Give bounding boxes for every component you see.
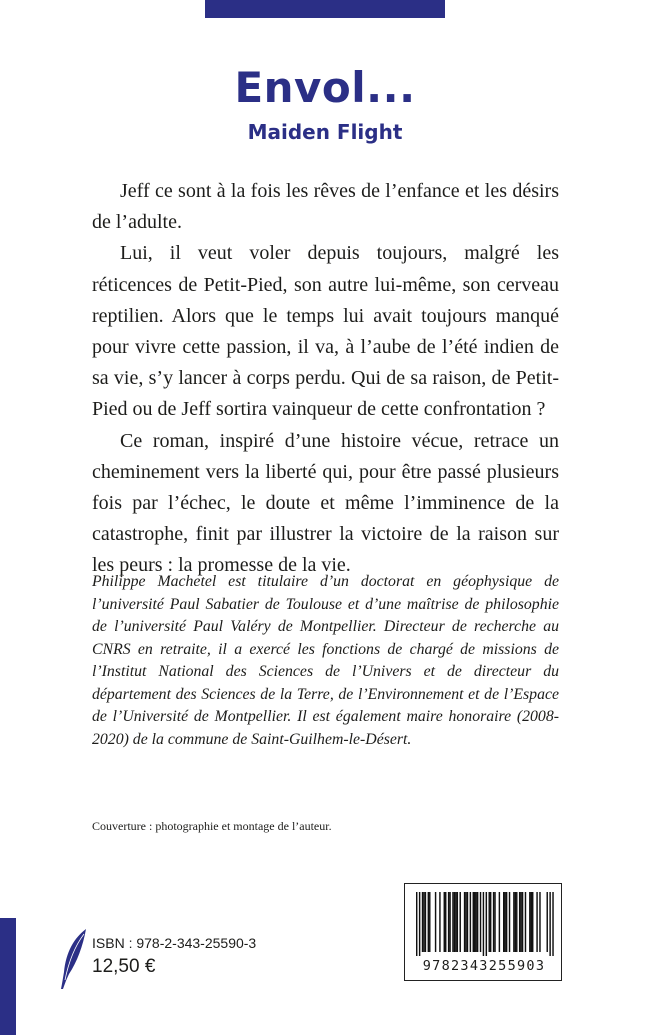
barcode-bar (506, 892, 507, 952)
book-subtitle: Maiden Flight (247, 120, 403, 144)
back-cover-blurb (92, 176, 559, 582)
barcode-bar (454, 892, 455, 952)
barcode-bar (532, 892, 533, 952)
cover-credit: Couverture : photographie et montage de l’auteur. (92, 819, 332, 833)
barcode-bar (467, 892, 468, 952)
barcode-bar (519, 892, 520, 952)
barcode-bar (429, 892, 430, 952)
barcode-bar (529, 892, 530, 952)
barcode-bar (473, 892, 474, 952)
author-bio: Philippe Machetel est titulaire d’un doctorat en géophysique de l’université Paul Sabatier de Toulouse et d’une maîtrise de philosophie de l’université Paul Valéry de Montpellier. Directeur de recherche au CNRS en retraite, il a exercé les fonctions de chargé de missions de l’Institut National des Sciences de l’Univers et de directeur du département des Sciences de la Terre, de l’Environnement et de l’Espace de l’Université de Montpellier. Il est également maire honoraire (2008-2020) de la commune de Saint-Guilhem-le-Désert. (92, 573, 559, 748)
blurb-paragraph-1: Jeff ce sont à la fois les rêves de l’enfance et les désirs de l’adulte. (92, 180, 559, 234)
barcode-bar (428, 892, 429, 952)
barcode-bar (504, 892, 505, 952)
blurb-paragraph-3: Ce roman, inspiré d’une histoire vécue, retrace un cheminement vers la liberté qui, pour être passé plusieurs fois par l’échec, le doute et même l’imminence de la catastrophe, finit par illustrer la victoire de la raison sur les peurs : la promesse de la vie. (92, 429, 559, 577)
barcode-bar (465, 892, 466, 952)
barcode-bar (503, 892, 504, 952)
side-color-band (0, 918, 16, 1035)
feather-icon (60, 928, 88, 990)
barcode-bar (539, 892, 540, 952)
barcode-bar (419, 892, 420, 956)
barcode-bar (493, 892, 494, 952)
barcode-bar (515, 892, 516, 952)
barcode-number: 9782343255903 (422, 958, 546, 974)
barcode-bar (547, 892, 548, 952)
barcode-bar (549, 892, 550, 956)
barcode-bar (552, 892, 553, 956)
barcode-bar (455, 892, 456, 952)
isbn-text: ISBN : 978-2-343-25590-3 (92, 935, 257, 951)
barcode-bar (457, 892, 458, 952)
barcode-bar (499, 892, 500, 952)
barcode-bar (477, 892, 478, 952)
barcode-bar (460, 892, 461, 952)
barcode-bar (531, 892, 532, 952)
barcode-bar (520, 892, 521, 952)
barcode-bar (483, 892, 484, 956)
barcode-bar (525, 892, 526, 952)
barcode-bar (480, 892, 481, 952)
top-color-band (205, 0, 445, 18)
barcode-bar (416, 892, 417, 956)
barcode-bar (475, 892, 476, 952)
barcode-bars (411, 892, 557, 956)
barcode-bar (423, 892, 424, 952)
barcode-bar (422, 892, 423, 952)
barcode-bar (486, 892, 487, 956)
barcode-bar (489, 892, 490, 952)
barcode-bar (452, 892, 453, 952)
barcode-bar (448, 892, 449, 952)
barcode-bar (425, 892, 426, 952)
barcode-bar (490, 892, 491, 952)
barcode-bar (522, 892, 523, 952)
barcode-bar (464, 892, 465, 952)
barcode (404, 883, 562, 981)
barcode-bar (516, 892, 517, 952)
barcode-bar (513, 892, 514, 952)
barcode-bar (536, 892, 537, 952)
barcode-bar (449, 892, 450, 952)
barcode-bar (494, 892, 495, 952)
book-title: Envol... (234, 63, 416, 112)
barcode-bar (470, 892, 471, 952)
barcode-bar (435, 892, 436, 952)
barcode-bar (445, 892, 446, 952)
barcode-bar (474, 892, 475, 952)
blurb-paragraph-2: Lui, il veut voler depuis toujours, malgré les réticences de Petit-Pied, son autre lui-même, son cerveau reptilien. Alors que le temps lui avait toujours manqué pour vivre cette passion, il va, à l’aube de l’été indien de sa vie, s’y lancer à corps perdu. Qui de sa raison, de Petit-Pied ou de Jeff sortira vainqueur de cette confrontation ? (92, 242, 559, 421)
price-text: 12,50 € (92, 956, 156, 977)
barcode-bar (509, 892, 510, 952)
barcode-bar (444, 892, 445, 952)
barcode-bar (439, 892, 440, 952)
